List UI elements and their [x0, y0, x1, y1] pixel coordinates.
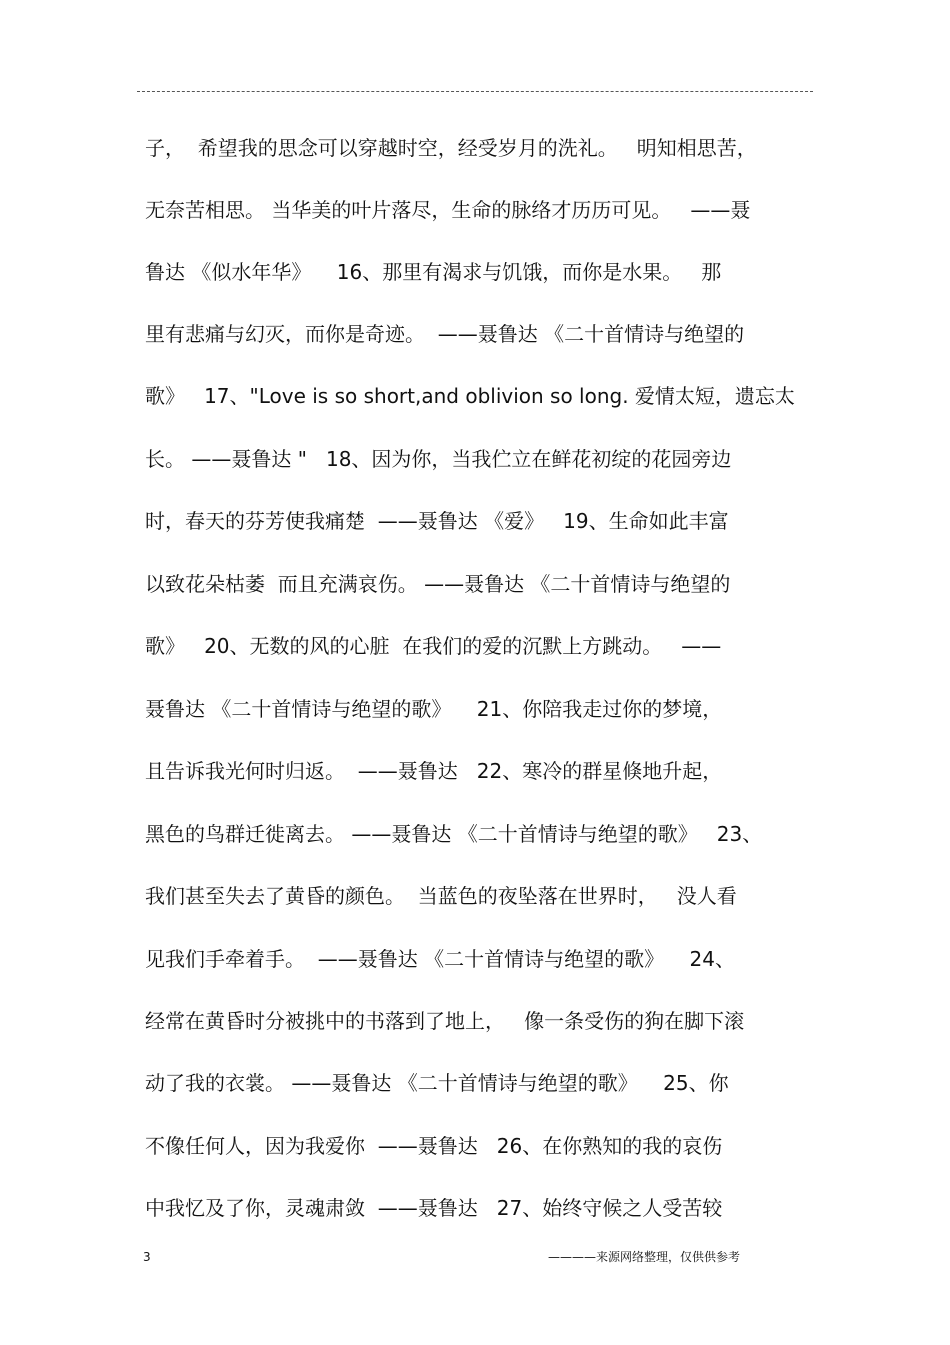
text-line: 无奈苦相思。 当华美的叶片落尽，生命的脉络才历历可见。 ——聂 — [145, 198, 751, 222]
text-line: 动了我的衣裳。 ——聂鲁达 《二十首情诗与绝望的歌》 25、你 — [145, 1071, 729, 1095]
text-line: 时，春天的芬芳使我痛楚 ——聂鲁达 《爱》 19、生命如此丰富 — [145, 509, 729, 533]
text-line: 鲁达 《似水年华》 16、那里有渴求与饥饿，而你是水果。 那 — [145, 260, 722, 284]
text-line: 中我忆及了你，灵魂肃敛 ——聂鲁达 27、始终守候之人受苦较 — [145, 1196, 723, 1220]
text-line: 我们甚至失去了黄昏的颜色。 当蓝色的夜坠落在世界时， 没人看 — [145, 884, 737, 908]
text-line: 长。 ——聂鲁达 " 18、因为你，当我伫立在鲜花初绽的花园旁边 — [145, 447, 732, 471]
text-line: 以致花朵枯萎 而且充满哀伤。 ——聂鲁达 《二十首情诗与绝望的 — [145, 572, 731, 596]
text-line: 黑色的鸟群迁徙离去。 ——聂鲁达 《二十首情诗与绝望的歌》 23、 — [145, 822, 763, 846]
text-line: 且告诉我光何时归返。 ——聂鲁达 22、寒冷的群星倏地升起， — [145, 759, 723, 783]
text-line: 子， 希望我的思念可以穿越时空，经受岁月的洗礼。 明知相思苦， — [145, 136, 757, 160]
text-line: 歌》 20、无数的风的心脏 在我们的爱的沉默上方跳动。 —— — [145, 634, 722, 658]
text-line: 经常在黄昏时分被挑中的书落到了地上， 像一条受伤的狗在脚下滚 — [145, 1009, 745, 1033]
page-number: 3 — [143, 1250, 151, 1264]
text-line: 歌》 17、"Love is so short,and oblivion so long. 爱情太短，遗忘太 — [145, 384, 795, 408]
text-line: 不像任何人，因为我爱你 ——聂鲁达 26、在你熟知的我的哀伤 — [145, 1134, 723, 1158]
text-line: 聂鲁达 《二十首情诗与绝望的歌》 21、你陪我走过你的梦境， — [145, 697, 723, 721]
text-line: 里有悲痛与幻灭，而你是奇迹。 ——聂鲁达 《二十首情诗与绝望的 — [145, 322, 745, 346]
header-dashed-rule — [137, 91, 813, 92]
text-line: 见我们手牵着手。 ——聂鲁达 《二十首情诗与绝望的歌》 24、 — [145, 947, 735, 971]
footer-source-note: ————来源网络整理，仅供供参考 — [548, 1250, 741, 1264]
